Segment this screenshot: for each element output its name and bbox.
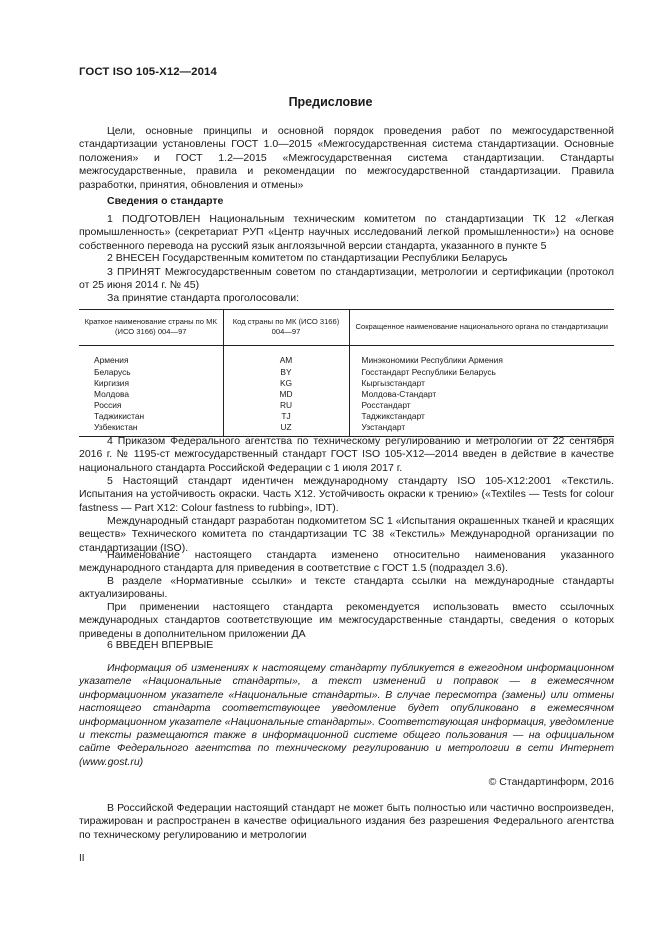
table-header-row <box>79 310 614 346</box>
item-5-references-paragraph: В разделе «Нормативные ссылки» и тексте стандарта ссылки на международные стандарты актуализированы. <box>79 575 614 601</box>
table-row <box>79 400 614 411</box>
column-header-agency: Сокращенное наименование национального органа по стандартизации <box>349 310 614 346</box>
item-4-paragraph: 4 Приказом Федерального агентства по техническому регулированию и метрологии от 22 сентября 2016 г. № 1195-ст межгосударственный стандарт ГОСТ ISO 105-X12—2014 введен в действие в качестве национального стандарта Российской Федерации с 1 июля 2017 г. <box>79 435 614 474</box>
code-cell: UZ <box>223 422 349 437</box>
page-title: Предисловие <box>288 95 373 109</box>
item-1-paragraph: 1 ПОДГОТОВЛЕН Национальным техническим комитетом по стандартизации ТК 12 «Легкая промышленность» (секретариат РУП «Центр научных исследований легкой промышленности») на основе собственного перевода на русский язык англоязычной версии стандарта, указанного в пункте 5 <box>79 213 614 252</box>
code-cell: BY <box>223 367 349 378</box>
document-code-header: ГОСТ ISO 105-X12—2014 <box>79 66 217 78</box>
item-5-application-paragraph: При применении настоящего стандарта рекомендуется использовать вместо ссылочных международных стандартов соответствующие им межгосударственные стандарты, сведения о которых приведены в дополнительном приложении ДА <box>79 601 614 640</box>
table-row <box>79 389 614 400</box>
code-cell: KG <box>223 378 349 389</box>
agency-cell: Таджикстандарт <box>349 411 614 422</box>
intro-paragraph: Цели, основные принципы и основной порядок проведения работ по межгосударственной стандартизации установлены ГОСТ 1.0—2015 «Межгосударственная система стандартизации. Основные положения» и ГОСТ 1.2—2015 «Межгосударственная система стандартизации. Стандарты межгосударственные, правила и рекомендации по межгосударственной стандартизации. Правила разработки, принятия, обновления и отмены» <box>79 125 614 191</box>
agency-cell: Минэкономики Республики Армения <box>349 346 614 367</box>
country-cell: Молдова <box>94 388 129 399</box>
section-heading: Сведения о стандарте <box>107 195 224 207</box>
item-2-paragraph: 2 ВНЕСЕН Государственным комитетом по стандартизации Республики Беларусь <box>107 252 508 264</box>
vote-intro-text: За принятие стандарта проголосовали: <box>107 292 300 304</box>
country-cell: Узбекистан <box>79 422 223 437</box>
amendments-info-notice: Информация об изменениях к настоящему стандарту публикуется в ежегодном информационном указателе «Национальные стандарты», а текст изменений и поправок — в ежемесячном информационном указателе «Национальные стандарты». В случае пересмотра (замены) или отмены настоящего стандарта соответствующее уведомление будет опубликовано в ежемесячном информационном указателе «Национальные стандарты». Соответствующая информация, уведомление и тексты размещаются также в информационной системе общего пользования — на официальном сайте Федерального агентства по техническому регулированию и метрологии в сети Интернет (www.gost.ru) <box>79 662 614 768</box>
table-row <box>79 346 614 367</box>
column-header-country: Краткое наименование страны по МК (ИСО 3166) 004—97 <box>79 310 223 346</box>
copyright-line: © Стандартинформ, 2016 <box>488 776 614 788</box>
agency-cell: Узстандарт <box>349 422 614 437</box>
table-row <box>79 378 614 389</box>
code-cell: RU <box>223 400 349 411</box>
code-cell: TJ <box>223 411 349 422</box>
table-row <box>79 367 614 378</box>
item-5-origin-paragraph: Международный стандарт разработан подкомитетом SC 1 «Испытания окрашенных тканей и красящих веществ» Технического комитета по стандартизации TC 38 «Текстиль» Международной организации по стандартизации (ISO). <box>79 515 614 554</box>
item-5-name-change-paragraph: Наименование настоящего стандарта изменено относительно наименования указанного международного стандарта для приведения в соответствие с ГОСТ 1.5 (подраздел 3.6). <box>79 549 614 575</box>
country-cell: Армения <box>94 355 129 366</box>
column-header-code: Код страны по МК (ИСО 3166) 004—97 <box>223 310 349 346</box>
agency-cell: Кыргызстандарт <box>349 378 614 389</box>
item-3-paragraph: 3 ПРИНЯТ Межгосударственным советом по стандартизации, метрологии и сертификации (протокол от 25 июня 2014 г. № 45) <box>79 266 614 292</box>
item-5-paragraph: 5 Настоящий стандарт идентичен международному стандарту ISO 105-X12:2001 «Текстиль. Испытания на устойчивость окраски. Часть X12. Устойчивость окраски к трению» («Textiles — Tests for colour fastness — Part X12: Colour fastness to rubbing», IDT). <box>79 475 614 514</box>
country-cell: Россия <box>94 399 122 410</box>
country-cell: Беларусь <box>94 366 131 377</box>
page-number: II <box>79 853 85 864</box>
country-cell: Таджикистан <box>94 410 145 421</box>
code-cell: AM <box>223 346 349 367</box>
agency-cell: Молдова-Стандарт <box>349 389 614 400</box>
table-row <box>79 411 614 422</box>
country-cell: Киргизия <box>94 377 130 388</box>
agency-cell: Росстандарт <box>349 400 614 411</box>
agency-cell: Госстандарт Республики Беларусь <box>349 367 614 378</box>
code-cell: MD <box>223 389 349 400</box>
reproduction-notice: В Российской Федерации настоящий стандарт не может быть полностью или частично воспроизведен, тиражирован и распространен в качестве официального издания без разрешения Федерального агентства по техническому регулированию и метрологии <box>79 802 614 841</box>
voting-countries-table <box>79 309 614 437</box>
item-6-paragraph: 6 ВВЕДЕН ВПЕРВЫЕ <box>107 639 214 651</box>
